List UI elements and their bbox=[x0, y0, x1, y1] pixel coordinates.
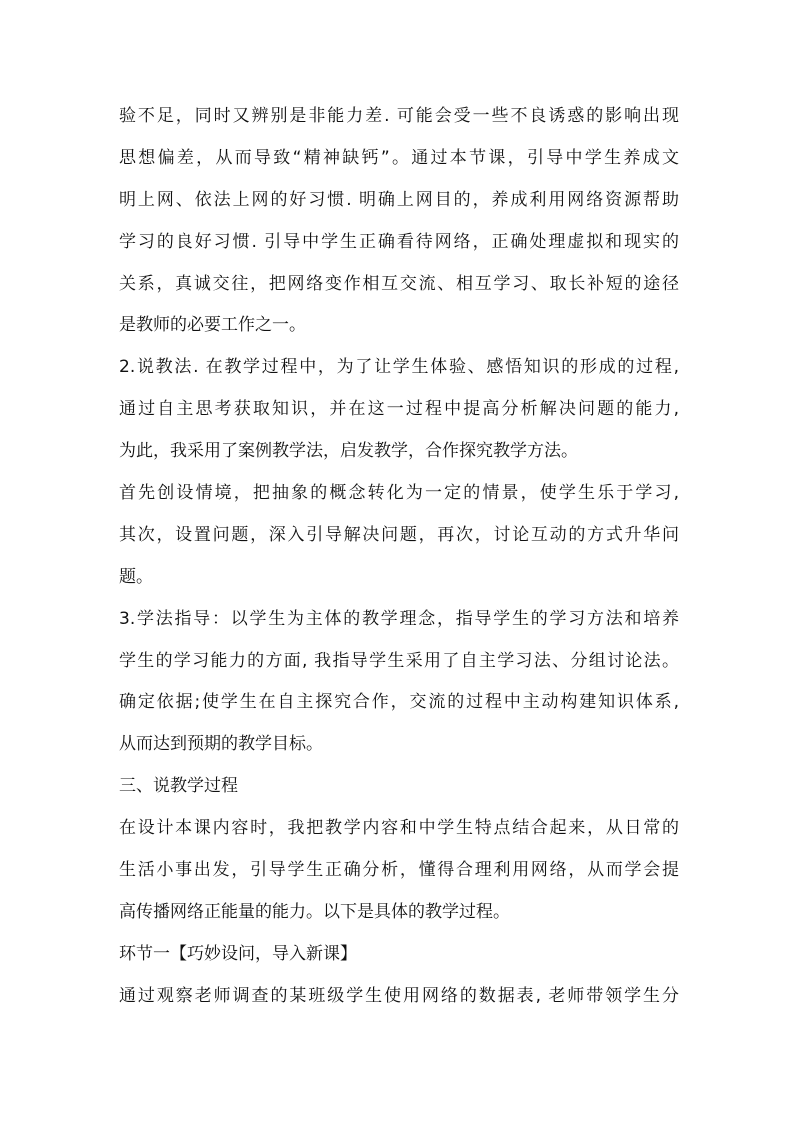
text-line: 明上网、依法上网的好习惯. 明确上网目的，养成利用网络资源帮助 bbox=[119, 189, 679, 210]
text-line: 2.说教法. 在教学过程中，为了让学生体验、感悟知识的形成的过程, bbox=[119, 357, 679, 378]
text-line: 其次，设置问题，深入引导解决问题，再次，讨论互动的方式升华问 bbox=[119, 524, 679, 545]
text-line: 确定依据;使学生在自主探究合作，交流的过程中主动构建知识体系, bbox=[119, 692, 679, 713]
text-line: 思想偏差，从而导致“精神缺钙”。通过本节课，引导中学生养成文 bbox=[119, 147, 679, 168]
text-line: 学习的良好习惯. 引导中学生正确看待网络，正确处理虚拟和现实的 bbox=[119, 231, 679, 252]
text-line: 高传播网络正能量的能力。以下是具体的教学过程。 bbox=[119, 901, 510, 922]
body-text bbox=[119, 96, 679, 1018]
text-line: 3.学法指导：以学生为主体的教学理念，指导学生的学习方法和培养 bbox=[119, 608, 679, 629]
text-line: 从而达到预期的教学目标。 bbox=[119, 734, 323, 755]
text-line: 为此，我采用了案例教学法，启发教学，合作探究教学方法。 bbox=[119, 441, 578, 462]
text-line: 环节一【巧妙设问，导入新课】 bbox=[119, 943, 357, 964]
text-line: 首先创设情境，把抽象的概念转化为一定的情景，使学生乐于学习, bbox=[119, 483, 679, 504]
text-line: 通过观察老师调查的某班级学生使用网络的数据表, 老师带领学生分 bbox=[119, 985, 679, 1006]
text-line: 在设计本课内容时，我把教学内容和中学生特点结合起来，从日常的 bbox=[119, 818, 679, 839]
text-line: 关系，真诚交往，把网络变作相互交流、相互学习、取长补短的途径 bbox=[119, 273, 679, 294]
text-line: 验不足，同时又辨别是非能力差. 可能会受一些不良诱惑的影响出现 bbox=[119, 106, 679, 126]
text-line: 学生的学习能力的方面, 我指导学生采用了自主学习法、分组讨论法。 bbox=[119, 650, 679, 671]
text-line: 三、说教学过程 bbox=[119, 776, 238, 797]
text-line: 通过自主思考获取知识，并在这一过程中提高分析解决问题的能力, bbox=[119, 399, 679, 420]
text-line: 生活小事出发，引导学生正确分析，懂得合理利用网络，从而学会提 bbox=[119, 860, 679, 881]
text-line: 是教师的必要工作之一。 bbox=[119, 315, 306, 336]
text-line: 题。 bbox=[119, 566, 153, 587]
